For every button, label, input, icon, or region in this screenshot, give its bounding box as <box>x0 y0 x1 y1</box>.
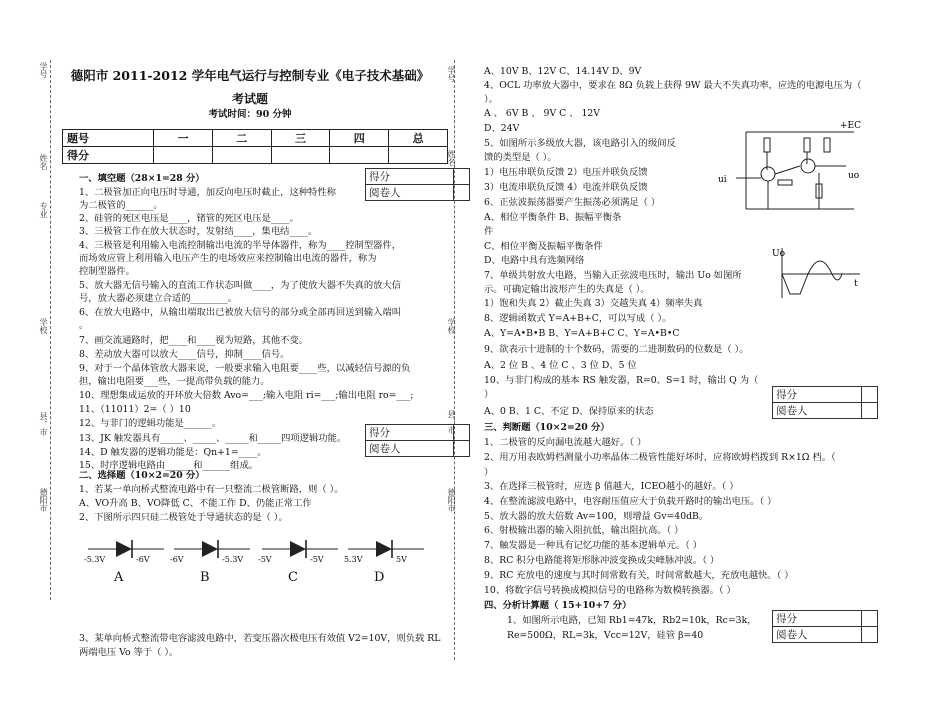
q1-line: 6、在放大电路中，从输出端取出已被放大信号的部分或全部再回送到输入端叫 <box>79 307 402 318</box>
judge-line: 1、二极管的反向漏电流越大越好。（ ） <box>484 437 647 448</box>
ui-label: ui <box>718 175 727 185</box>
diode-right-voltage: -5.3V <box>222 555 244 564</box>
score-input-cell[interactable] <box>330 147 389 164</box>
score-table-score-row <box>63 147 448 164</box>
q1-line: 3、三极管工作在放大状态时，发射结____，集电结____。 <box>79 226 318 237</box>
score-cell: 题号 <box>63 130 154 147</box>
q1-line: 12、与非门的逻辑功能是______。 <box>79 418 221 429</box>
judge-line: 4、在整流滤波电路中，电容耐压值应大于负载开路时的输出电压。（ ） <box>484 496 777 507</box>
diode-right-voltage: -5V <box>310 555 324 564</box>
q2-3-line1: 3、某单向桥式整流带电容滤波电路中，若变压器次极电压有效值 V2=10V，则负载 RL <box>79 633 441 644</box>
grader-score-label: 得分 <box>773 611 862 627</box>
right-line: 4、OCL 功率放大器中，要求在 8Ω 负载上获得 9W 最大不失真功率，应选的电源电压为（ <box>484 80 862 91</box>
right-line: 5、如图所示多级放大器，该电路引入的级间反 <box>484 138 676 149</box>
judge-line: 6、射极输出器的输入阻抗低，输出阻抗高。（ ） <box>484 525 684 536</box>
exam-title: 德阳市 2011-2012 学年电气运行与控制专业《电子技术基础》 <box>70 68 430 83</box>
diode-option-label: A <box>114 570 124 585</box>
q1-line: 13、JK 触发器具有_____、_____、_____和_____四项逻辑功能。 <box>79 433 347 444</box>
judge-line: 5、放大器的放大倍数 Av=100，则增益 Gv=40dB。 <box>484 511 709 522</box>
mid-city-label: 德阳市 <box>447 488 456 512</box>
judge-line: ） <box>484 467 494 478</box>
judge-line: 10、将数字信号转换成模拟信号的电路称为数模转换器。（ ） <box>484 585 736 596</box>
judge-line: 9、RC 充放电的速度与其时间常数有关，时间常数越大，充放电越快。（ ） <box>484 570 794 581</box>
mid-county-label: 县、市 <box>447 410 456 434</box>
right-line: 8、逻辑函数式 Y=A+B+C，可以写成（ ）。 <box>484 313 672 324</box>
q2-3-line2: 两端电压 Vo 等于（ ）。 <box>79 647 179 658</box>
q1-line: 1、二极管加正向电压时导通，加反向电压时截止，这种特性称 <box>79 187 336 198</box>
q2-1-text: 1、若某一单向桥式整流电路中有一只整流二极管断路，则（ ）。 <box>79 484 344 495</box>
grader-box-2 <box>365 424 470 457</box>
q1-line: 担，输出电阻要___些，一提高带负载的能力。 <box>79 376 270 387</box>
diode-left-voltage: 5.3V <box>344 555 363 564</box>
uo-label: uo <box>848 171 860 181</box>
grader-box-3 <box>772 386 878 419</box>
right-line: A、2 位 B 、4 位 C 、3 位 D、5 位 <box>484 360 637 371</box>
grader-score-label: 得分 <box>366 425 454 441</box>
right-line: A、0 B、1 C、不定 D、保持原来的状态 <box>484 406 654 417</box>
q1-line: 2、硅管的死区电压是____，锗管的死区电压是____。 <box>79 213 299 224</box>
judge-line: 8、RC 积分电路能将矩形脉冲波变换成尖峰脉冲波。（ ） <box>484 555 720 566</box>
grader-reviewer-cell[interactable] <box>861 403 877 419</box>
ec-label: +EC <box>840 121 861 131</box>
q1-line: 14、D 触发器的逻辑功能是：Qn+1=____。 <box>79 447 267 458</box>
right-line: ）。 <box>484 94 498 105</box>
multistage-amplifier-circuit <box>716 114 866 218</box>
right-line: 1）电压串联负反馈 2）电压并联负反馈 <box>484 167 648 178</box>
score-input-cell[interactable] <box>212 147 271 164</box>
q2-1-options: A、VO升高 B、VO降低 C、不能工作 D、仍能正常工作 <box>79 498 312 509</box>
right-line: 1）饱和失真 2）截止失真 3）交越失真 4）频率失真 <box>484 298 703 309</box>
mid-seat-no-label: 学号 <box>447 66 456 82</box>
score-cell: 二 <box>212 130 271 147</box>
right-line: 9、欲表示十进制的十个数码，需要的二进制数码的位数是（ ）。 <box>484 344 749 355</box>
diode-option-label: B <box>200 570 210 585</box>
score-table <box>62 129 448 164</box>
q1-line: 10、理想集成运放的开环放大倍数 Avo=___;输入电阻 ri=___;输出电阻 ro=___; <box>79 390 414 401</box>
right-line: 件 <box>484 226 494 237</box>
right-line: ） <box>484 389 494 400</box>
grader-box-4 <box>772 610 878 643</box>
grader-score-cell[interactable] <box>454 425 470 441</box>
calc-line: Re=500Ω，RL=3k，Vcc=12V，硅管 β=40 <box>507 630 704 641</box>
grader-score-label: 得分 <box>773 387 862 403</box>
mid-school-label: 学校 <box>447 318 456 334</box>
t-axis-label: t <box>854 279 858 289</box>
judge-line: 2、用万用表欧姆档测量小功率晶体二极管性能好坏时，应将欧姆档拨到 R×1Ω 档。（ <box>484 452 836 463</box>
right-line: A 、 6V B 、 9V C 、 12V <box>484 108 600 119</box>
grader-score-label: 得分 <box>366 169 454 185</box>
diode-option-label: C <box>288 570 298 585</box>
grader-reviewer-label: 阅卷人 <box>366 185 454 201</box>
q2-2-text: 2、下图所示四只硅二极管处于导通状态的是（ ）。 <box>79 512 288 523</box>
grader-reviewer-cell[interactable] <box>454 441 470 457</box>
section4-heading: 四、分析计算题（ 15+10+7 分） <box>484 600 632 611</box>
major-label: 专业 <box>39 202 48 218</box>
right-line: 3）电流串联负反馈 4）电流并联负反馈 <box>484 182 648 193</box>
diode-left-voltage: -5.3V <box>84 555 106 564</box>
grader-reviewer-cell[interactable] <box>861 627 877 643</box>
right-line: 6、正弦波振荡器要产生振荡必须满足（ ） <box>484 197 661 208</box>
diode-option-label: D <box>374 570 385 585</box>
score-cell: 总 <box>389 130 448 147</box>
q1-line: 号，放大器必须建立合适的________。 <box>79 293 238 304</box>
q1-line: 。 <box>79 320 89 331</box>
seat-no-label: 学号 <box>39 62 48 78</box>
grader-score-cell[interactable] <box>861 611 877 627</box>
grader-score-cell[interactable] <box>454 169 470 185</box>
q1-line: 为二极管的______。 <box>79 200 163 211</box>
q1-line: 4、三极管是利用输入电流控制输出电流的半导体器件，称为____控制型器件， <box>79 240 402 251</box>
section1-heading: 一、填空题（28×1=28 分） <box>79 173 205 184</box>
q1-line: 8、差动放大器可以放大____信号，抑制____信号。 <box>79 349 290 360</box>
judge-line: 7、触发器是一种具有记忆功能的基本逻辑单元。（ ） <box>484 540 703 551</box>
score-cell: 四 <box>330 130 389 147</box>
right-line: 馈的类型是（ ）。 <box>484 152 557 163</box>
school-label: 学校 <box>39 318 48 334</box>
right-line: 10、与非门构成的基本 RS 触发器，R=0、S=1 时，输出 Q 为（ <box>484 375 759 386</box>
right-line: A、Y=A•B•B B、Y=A+B+C C、Y=A•B•C <box>484 328 680 339</box>
section2-heading: 二、选择题（10×2=20 分） <box>79 470 205 481</box>
right-line: A、10V B、12V C、14.14V D、9V <box>484 66 642 77</box>
exam-subtitle: 考试题 <box>231 92 268 106</box>
score-cell: 得分 <box>63 147 154 164</box>
county-label: 县、市 <box>39 412 48 436</box>
uo-axis-label: Uo <box>772 249 786 259</box>
grader-reviewer-cell[interactable] <box>454 185 470 201</box>
binding-line-left <box>50 60 51 600</box>
diode-symbol-c <box>260 535 340 595</box>
right-line: C、相位平衡及振幅平衡条件 <box>484 241 603 252</box>
right-line: 示。可确定输出波形产生的失真是（ ）。 <box>484 284 650 295</box>
grader-reviewer-label: 阅卷人 <box>773 403 862 419</box>
mid-name-label: 姓名 <box>447 150 456 166</box>
section3-heading: 三、判断题（10×2=20 分） <box>484 422 610 433</box>
diode-right-voltage: 5V <box>396 555 407 564</box>
grader-score-cell[interactable] <box>861 387 877 403</box>
calc-line: 1、如图所示电路，已知 Rb1=47k，Rb2=10k，Rc=3k， <box>507 615 757 626</box>
diode-left-voltage: -6V <box>170 555 184 564</box>
score-cell: 三 <box>271 130 330 147</box>
q1-line: 而场效应管上利用输入电压产生的电场效应来控制输出电流的器件，称为 <box>79 253 377 264</box>
q1-line: 控制型器件。 <box>79 266 135 277</box>
score-input-cell[interactable] <box>154 147 213 164</box>
score-cell: 一 <box>154 130 213 147</box>
name-label: 姓名 <box>39 154 48 170</box>
city-label: 德阳市 <box>39 488 48 512</box>
q1-line: 7、画交流通路时，把____和____视为短路，其他不变。 <box>79 335 309 346</box>
right-line: D、24V <box>484 123 520 134</box>
diode-left-voltage: -5V <box>258 555 272 564</box>
right-line: D、电路中具有选频网络 <box>484 255 585 266</box>
score-input-cell[interactable] <box>271 147 330 164</box>
score-table-header-row <box>63 130 448 147</box>
diode-right-voltage: -6V <box>136 555 150 564</box>
grader-reviewer-label: 阅卷人 <box>773 627 862 643</box>
grader-box-1 <box>365 168 470 201</box>
q1-line: 11、（11011）2=（ ）10 <box>79 404 191 415</box>
judge-line: 3、在选择三极管时，应选 β 值越大，ICEO越小的越好。（ ） <box>484 481 739 492</box>
grader-reviewer-label: 阅卷人 <box>366 441 454 457</box>
right-line: 7、单级共射放大电路，当输入正弦波电压时，输出 Uo 如图所 <box>484 270 742 281</box>
q1-line: 5、放大器无信号输入的直流工作状态叫做____，为了使放大器不失真的放大信 <box>79 280 402 291</box>
right-line: A、相位平衡条件 B、振幅平衡条 <box>484 212 622 223</box>
score-input-cell[interactable] <box>389 147 448 164</box>
output-waveform <box>772 244 864 302</box>
q1-line: 9、对于一个晶体管放大器来说，一般要求输入电阻要____些，以减轻信号源的负 <box>79 363 411 374</box>
exam-time: 考试时间：90 分钟 <box>208 109 292 120</box>
q1-line: 15、时序逻辑电路由______和______组成。 <box>79 460 259 471</box>
